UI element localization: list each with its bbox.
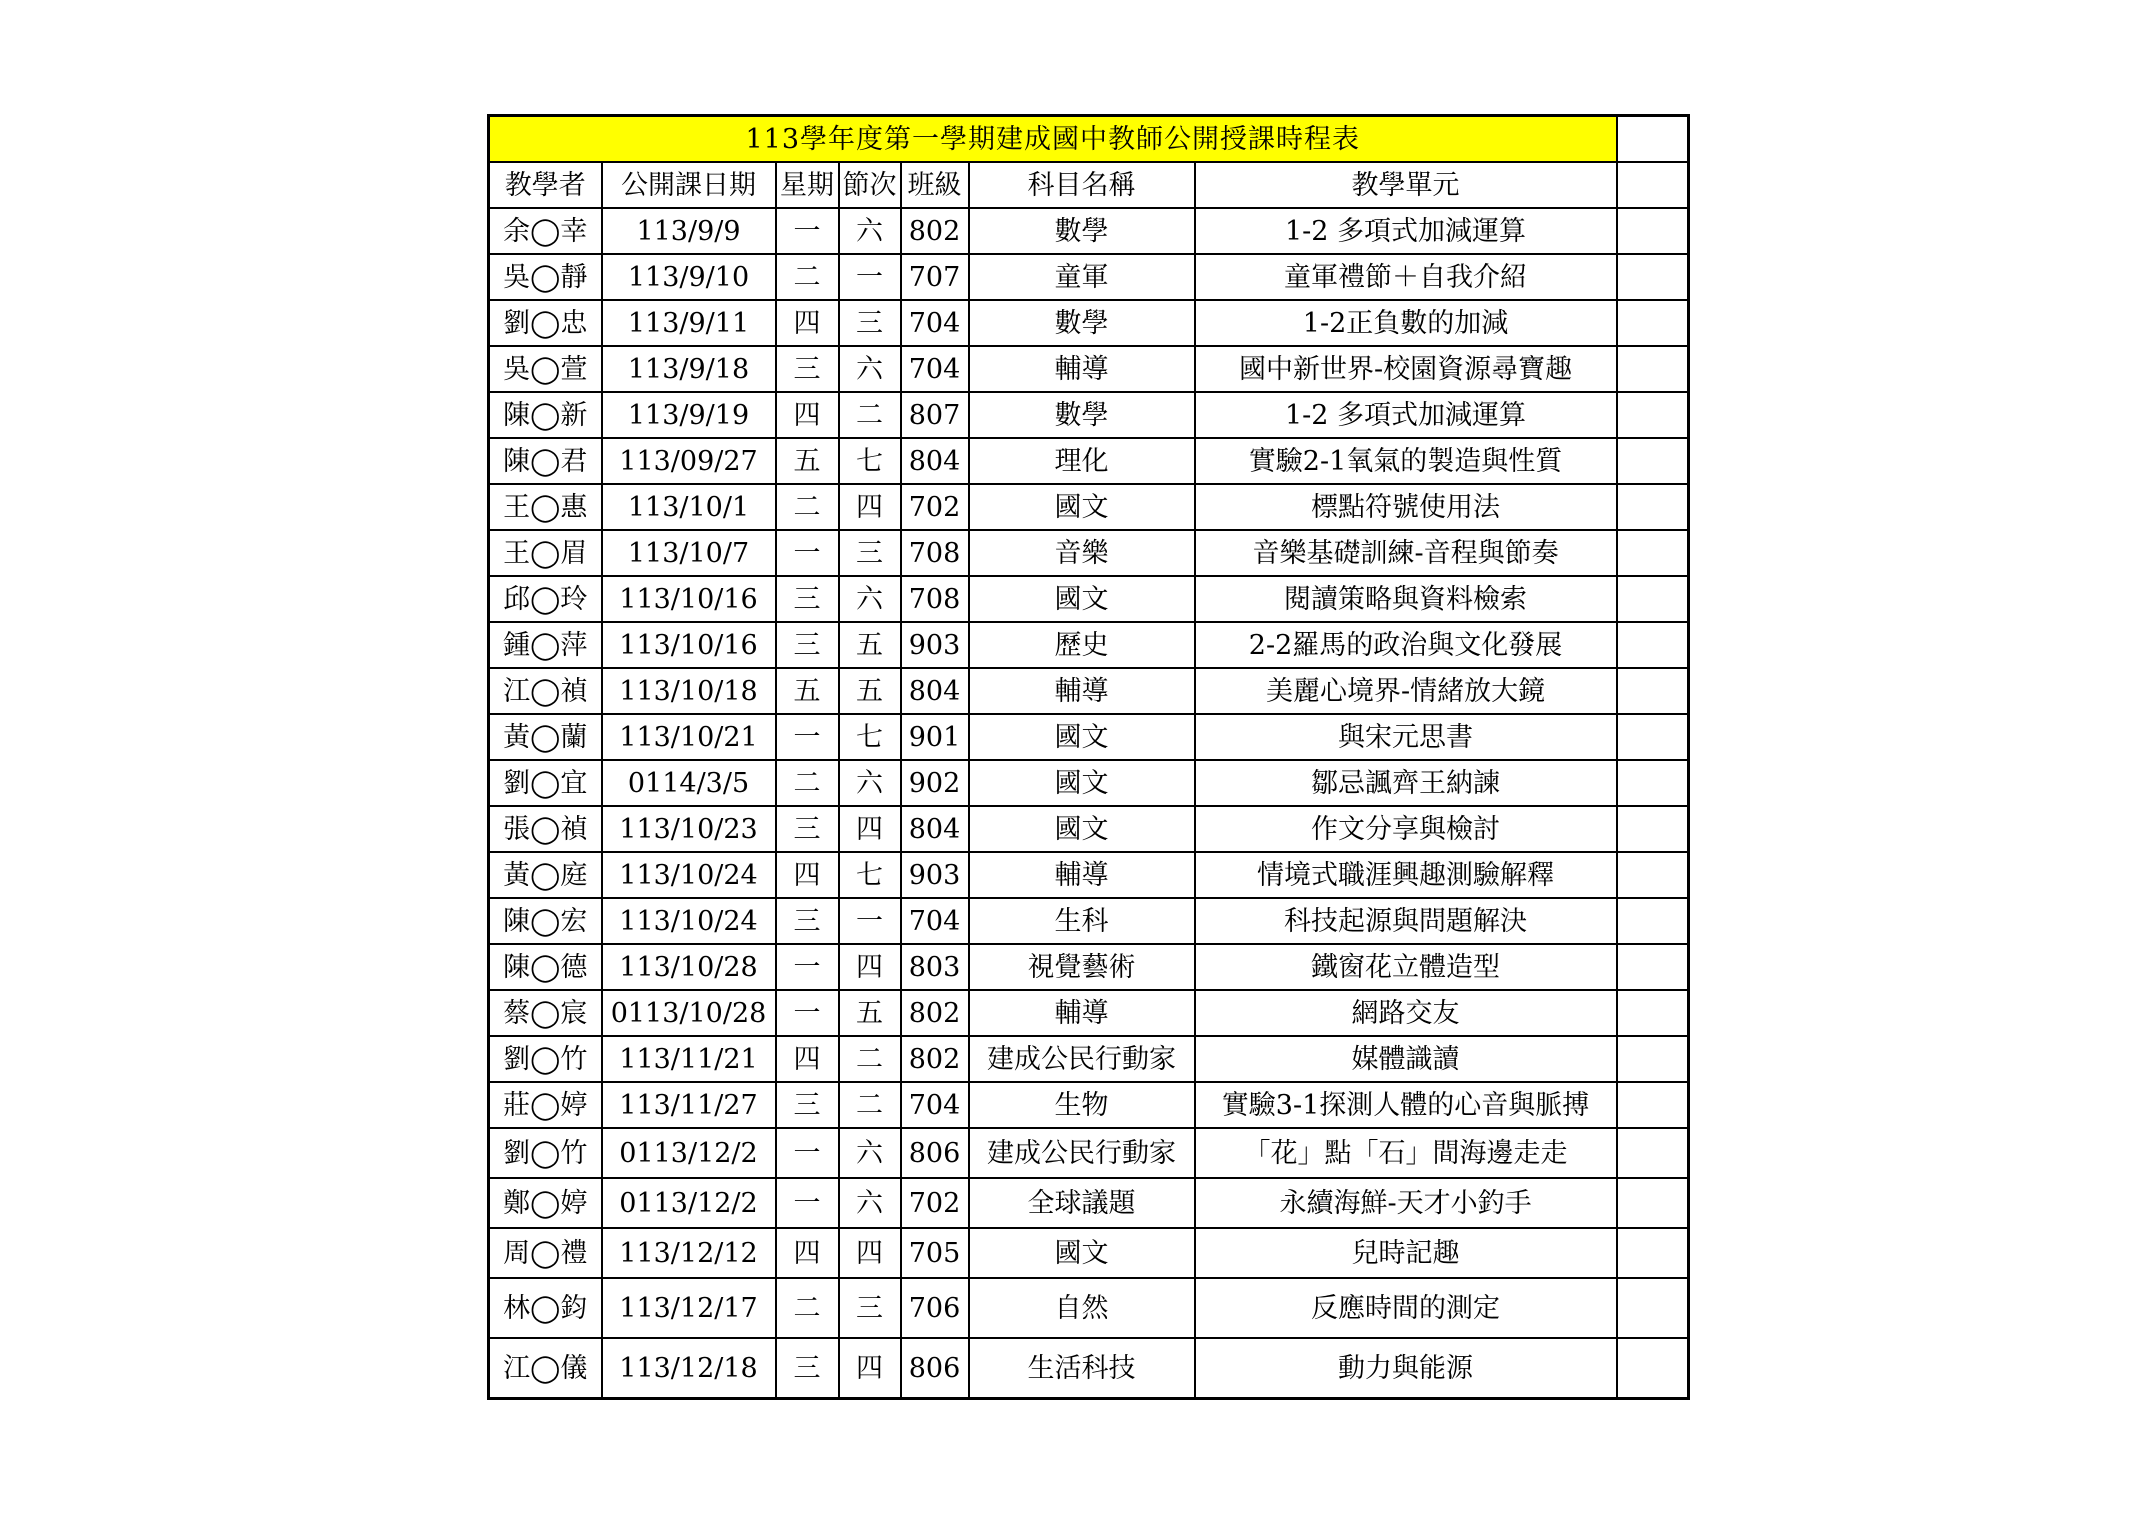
date-cell: 113/10/1 xyxy=(602,484,776,530)
table-row xyxy=(489,392,1689,438)
weekday-cell: 三 xyxy=(776,1338,839,1399)
period-cell: 一 xyxy=(839,254,901,300)
date-cell: 113/9/11 xyxy=(602,300,776,346)
weekday-cell: 三 xyxy=(776,622,839,668)
subject-cell: 輔導 xyxy=(969,852,1195,898)
teacher-cell: 王◯惠 xyxy=(489,484,602,530)
subject-cell: 國文 xyxy=(969,576,1195,622)
period-cell: 五 xyxy=(839,668,901,714)
subject-cell: 數學 xyxy=(969,300,1195,346)
weekday-cell: 五 xyxy=(776,668,839,714)
subject-cell: 輔導 xyxy=(969,990,1195,1036)
table-row xyxy=(489,1036,1689,1082)
period-cell: 五 xyxy=(839,622,901,668)
unit-cell: 實驗3-1探測人體的心音與脈搏 xyxy=(1195,1082,1617,1128)
date-cell: 113/12/17 xyxy=(602,1278,776,1338)
date-cell: 113/11/21 xyxy=(602,1036,776,1082)
period-cell: 七 xyxy=(839,438,901,484)
weekday-cell: 五 xyxy=(776,438,839,484)
date-cell: 113/10/28 xyxy=(602,944,776,990)
blank-cell xyxy=(1617,116,1689,163)
blank-cell xyxy=(1617,1278,1689,1338)
weekday-cell: 一 xyxy=(776,714,839,760)
unit-cell: 國中新世界-校園資源尋寶趣 xyxy=(1195,346,1617,392)
subject-cell: 國文 xyxy=(969,714,1195,760)
class-cell: 707 xyxy=(901,254,969,300)
table-row xyxy=(489,438,1689,484)
weekday-cell: 三 xyxy=(776,898,839,944)
weekday-cell: 三 xyxy=(776,1082,839,1128)
class-cell: 804 xyxy=(901,806,969,852)
class-cell: 802 xyxy=(901,1036,969,1082)
subject-cell: 建成公民行動家 xyxy=(969,1036,1195,1082)
subject-cell: 建成公民行動家 xyxy=(969,1128,1195,1178)
subject-cell: 國文 xyxy=(969,484,1195,530)
teacher-cell: 吳◯萱 xyxy=(489,346,602,392)
subject-cell: 全球議題 xyxy=(969,1178,1195,1228)
unit-cell: 動力與能源 xyxy=(1195,1338,1617,1399)
teacher-cell: 劉◯竹 xyxy=(489,1128,602,1178)
table-row xyxy=(489,1082,1689,1128)
period-cell: 四 xyxy=(839,944,901,990)
weekday-cell: 一 xyxy=(776,1128,839,1178)
unit-cell: 2-2羅馬的政治與文化發展 xyxy=(1195,622,1617,668)
table-row xyxy=(489,576,1689,622)
blank-cell xyxy=(1617,1178,1689,1228)
date-cell: 113/10/21 xyxy=(602,714,776,760)
table-row xyxy=(489,1278,1689,1338)
weekday-cell: 一 xyxy=(776,1178,839,1228)
teacher-cell: 江◯禎 xyxy=(489,668,602,714)
date-cell: 113/10/7 xyxy=(602,530,776,576)
weekday-cell: 四 xyxy=(776,1228,839,1278)
unit-cell: 永續海鮮-天才小釣手 xyxy=(1195,1178,1617,1228)
weekday-cell: 二 xyxy=(776,254,839,300)
title-row xyxy=(489,116,1689,163)
class-cell: 705 xyxy=(901,1228,969,1278)
table-row xyxy=(489,1228,1689,1278)
unit-cell: 1-2 多項式加減運算 xyxy=(1195,208,1617,254)
subject-cell: 數學 xyxy=(969,208,1195,254)
table-row xyxy=(489,990,1689,1036)
subject-cell: 輔導 xyxy=(969,668,1195,714)
teacher-cell: 陳◯君 xyxy=(489,438,602,484)
subject-cell: 視覺藝術 xyxy=(969,944,1195,990)
unit-cell: 情境式職涯興趣測驗解釋 xyxy=(1195,852,1617,898)
class-cell: 704 xyxy=(901,346,969,392)
date-cell: 113/10/16 xyxy=(602,576,776,622)
period-cell: 六 xyxy=(839,346,901,392)
date-cell: 113/10/18 xyxy=(602,668,776,714)
class-cell: 802 xyxy=(901,990,969,1036)
header-unit: 教學單元 xyxy=(1195,162,1617,208)
table-row xyxy=(489,1178,1689,1228)
table-row xyxy=(489,1338,1689,1399)
period-cell: 六 xyxy=(839,1178,901,1228)
schedule-table xyxy=(487,114,1690,1400)
header-subject: 科目名稱 xyxy=(969,162,1195,208)
blank-cell xyxy=(1617,1082,1689,1128)
unit-cell: 鄒忌諷齊王納諫 xyxy=(1195,760,1617,806)
blank-cell xyxy=(1617,576,1689,622)
date-cell: 0113/10/28 xyxy=(602,990,776,1036)
period-cell: 二 xyxy=(839,1036,901,1082)
class-cell: 807 xyxy=(901,392,969,438)
subject-cell: 國文 xyxy=(969,760,1195,806)
date-cell: 113/12/18 xyxy=(602,1338,776,1399)
teacher-cell: 林◯鈞 xyxy=(489,1278,602,1338)
class-cell: 704 xyxy=(901,898,969,944)
blank-cell xyxy=(1617,162,1689,208)
blank-cell xyxy=(1617,1036,1689,1082)
table-row xyxy=(489,254,1689,300)
header-date: 公開課日期 xyxy=(602,162,776,208)
table-row xyxy=(489,346,1689,392)
date-cell: 113/9/9 xyxy=(602,208,776,254)
period-cell: 三 xyxy=(839,530,901,576)
class-cell: 704 xyxy=(901,300,969,346)
table-row xyxy=(489,898,1689,944)
blank-cell xyxy=(1617,484,1689,530)
teacher-cell: 陳◯宏 xyxy=(489,898,602,944)
blank-cell xyxy=(1617,208,1689,254)
class-cell: 704 xyxy=(901,1082,969,1128)
class-cell: 802 xyxy=(901,208,969,254)
unit-cell: 標點符號使用法 xyxy=(1195,484,1617,530)
class-cell: 806 xyxy=(901,1338,969,1399)
blank-cell xyxy=(1617,806,1689,852)
table-row xyxy=(489,944,1689,990)
blank-cell xyxy=(1617,668,1689,714)
header-teacher: 教學者 xyxy=(489,162,602,208)
header-period: 節次 xyxy=(839,162,901,208)
unit-cell: 「花」點「石」間海邊走走 xyxy=(1195,1128,1617,1178)
weekday-cell: 四 xyxy=(776,1036,839,1082)
table-row xyxy=(489,530,1689,576)
weekday-cell: 二 xyxy=(776,1278,839,1338)
period-cell: 三 xyxy=(839,300,901,346)
blank-cell xyxy=(1617,254,1689,300)
teacher-cell: 莊◯婷 xyxy=(489,1082,602,1128)
table-row xyxy=(489,1128,1689,1178)
teacher-cell: 鍾◯萍 xyxy=(489,622,602,668)
subject-cell: 生科 xyxy=(969,898,1195,944)
date-cell: 0113/12/2 xyxy=(602,1128,776,1178)
teacher-cell: 王◯眉 xyxy=(489,530,602,576)
blank-cell xyxy=(1617,898,1689,944)
teacher-cell: 陳◯德 xyxy=(489,944,602,990)
unit-cell: 實驗2-1氧氣的製造與性質 xyxy=(1195,438,1617,484)
period-cell: 二 xyxy=(839,1082,901,1128)
unit-cell: 作文分享與檢討 xyxy=(1195,806,1617,852)
period-cell: 七 xyxy=(839,714,901,760)
class-cell: 804 xyxy=(901,438,969,484)
date-cell: 113/9/18 xyxy=(602,346,776,392)
date-cell: 113/9/19 xyxy=(602,392,776,438)
weekday-cell: 四 xyxy=(776,300,839,346)
header-row xyxy=(489,162,1689,208)
subject-cell: 數學 xyxy=(969,392,1195,438)
blank-cell xyxy=(1617,760,1689,806)
subject-cell: 國文 xyxy=(969,806,1195,852)
unit-cell: 與宋元思書 xyxy=(1195,714,1617,760)
period-cell: 六 xyxy=(839,760,901,806)
blank-cell xyxy=(1617,622,1689,668)
period-cell: 三 xyxy=(839,1278,901,1338)
teacher-cell: 余◯幸 xyxy=(489,208,602,254)
table-title: 113學年度第一學期建成國中教師公開授課時程表 xyxy=(489,116,1617,163)
table-row xyxy=(489,484,1689,530)
header-weekday: 星期 xyxy=(776,162,839,208)
table-row xyxy=(489,806,1689,852)
weekday-cell: 四 xyxy=(776,392,839,438)
subject-cell: 歷史 xyxy=(969,622,1195,668)
class-cell: 806 xyxy=(901,1128,969,1178)
teacher-cell: 劉◯竹 xyxy=(489,1036,602,1082)
period-cell: 六 xyxy=(839,208,901,254)
subject-cell: 生物 xyxy=(969,1082,1195,1128)
unit-cell: 美麗心境界-情緒放大鏡 xyxy=(1195,668,1617,714)
date-cell: 113/9/10 xyxy=(602,254,776,300)
period-cell: 六 xyxy=(839,1128,901,1178)
teacher-cell: 劉◯宜 xyxy=(489,760,602,806)
teacher-cell: 周◯禮 xyxy=(489,1228,602,1278)
period-cell: 四 xyxy=(839,1338,901,1399)
subject-cell: 童軍 xyxy=(969,254,1195,300)
class-cell: 903 xyxy=(901,622,969,668)
table-row xyxy=(489,300,1689,346)
unit-cell: 音樂基礎訓練-音程與節奏 xyxy=(1195,530,1617,576)
blank-cell xyxy=(1617,438,1689,484)
teacher-cell: 蔡◯宸 xyxy=(489,990,602,1036)
period-cell: 四 xyxy=(839,484,901,530)
blank-cell xyxy=(1617,1228,1689,1278)
date-cell: 0114/3/5 xyxy=(602,760,776,806)
blank-cell xyxy=(1617,944,1689,990)
teacher-cell: 張◯禎 xyxy=(489,806,602,852)
blank-cell xyxy=(1617,714,1689,760)
date-cell: 113/11/27 xyxy=(602,1082,776,1128)
class-cell: 901 xyxy=(901,714,969,760)
blank-cell xyxy=(1617,990,1689,1036)
blank-cell xyxy=(1617,346,1689,392)
weekday-cell: 二 xyxy=(776,760,839,806)
teacher-cell: 江◯儀 xyxy=(489,1338,602,1399)
period-cell: 四 xyxy=(839,1228,901,1278)
header-class: 班級 xyxy=(901,162,969,208)
teacher-cell: 陳◯新 xyxy=(489,392,602,438)
unit-cell: 媒體識讀 xyxy=(1195,1036,1617,1082)
blank-cell xyxy=(1617,300,1689,346)
unit-cell: 反應時間的測定 xyxy=(1195,1278,1617,1338)
period-cell: 六 xyxy=(839,576,901,622)
subject-cell: 音樂 xyxy=(969,530,1195,576)
teacher-cell: 吳◯靜 xyxy=(489,254,602,300)
weekday-cell: 三 xyxy=(776,576,839,622)
table-row xyxy=(489,760,1689,806)
unit-cell: 閱讀策略與資料檢索 xyxy=(1195,576,1617,622)
weekday-cell: 一 xyxy=(776,944,839,990)
unit-cell: 網路交友 xyxy=(1195,990,1617,1036)
table-row xyxy=(489,852,1689,898)
period-cell: 一 xyxy=(839,898,901,944)
blank-cell xyxy=(1617,530,1689,576)
period-cell: 七 xyxy=(839,852,901,898)
period-cell: 五 xyxy=(839,990,901,1036)
weekday-cell: 一 xyxy=(776,208,839,254)
teacher-cell: 邱◯玲 xyxy=(489,576,602,622)
date-cell: 113/12/12 xyxy=(602,1228,776,1278)
date-cell: 113/10/23 xyxy=(602,806,776,852)
subject-cell: 理化 xyxy=(969,438,1195,484)
class-cell: 706 xyxy=(901,1278,969,1338)
date-cell: 113/10/16 xyxy=(602,622,776,668)
blank-cell xyxy=(1617,392,1689,438)
unit-cell: 1-2正負數的加減 xyxy=(1195,300,1617,346)
date-cell: 113/10/24 xyxy=(602,852,776,898)
teacher-cell: 劉◯忠 xyxy=(489,300,602,346)
class-cell: 708 xyxy=(901,530,969,576)
blank-cell xyxy=(1617,1128,1689,1178)
table-row xyxy=(489,622,1689,668)
unit-cell: 鐵窗花立體造型 xyxy=(1195,944,1617,990)
class-cell: 702 xyxy=(901,1178,969,1228)
subject-cell: 生活科技 xyxy=(969,1338,1195,1399)
blank-cell xyxy=(1617,852,1689,898)
class-cell: 804 xyxy=(901,668,969,714)
weekday-cell: 三 xyxy=(776,346,839,392)
teacher-cell: 黃◯庭 xyxy=(489,852,602,898)
weekday-cell: 三 xyxy=(776,806,839,852)
weekday-cell: 一 xyxy=(776,530,839,576)
weekday-cell: 四 xyxy=(776,852,839,898)
class-cell: 803 xyxy=(901,944,969,990)
period-cell: 四 xyxy=(839,806,901,852)
weekday-cell: 一 xyxy=(776,990,839,1036)
unit-cell: 科技起源與問題解決 xyxy=(1195,898,1617,944)
table-row xyxy=(489,714,1689,760)
date-cell: 0113/12/2 xyxy=(602,1178,776,1228)
blank-cell xyxy=(1617,1338,1689,1399)
class-cell: 903 xyxy=(901,852,969,898)
subject-cell: 國文 xyxy=(969,1228,1195,1278)
table-row xyxy=(489,208,1689,254)
class-cell: 702 xyxy=(901,484,969,530)
period-cell: 二 xyxy=(839,392,901,438)
weekday-cell: 二 xyxy=(776,484,839,530)
unit-cell: 1-2 多項式加減運算 xyxy=(1195,392,1617,438)
class-cell: 708 xyxy=(901,576,969,622)
table-row xyxy=(489,668,1689,714)
class-cell: 902 xyxy=(901,760,969,806)
unit-cell: 兒時記趣 xyxy=(1195,1228,1617,1278)
teacher-cell: 鄭◯婷 xyxy=(489,1178,602,1228)
subject-cell: 輔導 xyxy=(969,346,1195,392)
date-cell: 113/10/24 xyxy=(602,898,776,944)
subject-cell: 自然 xyxy=(969,1278,1195,1338)
date-cell: 113/09/27 xyxy=(602,438,776,484)
teacher-cell: 黃◯蘭 xyxy=(489,714,602,760)
unit-cell: 童軍禮節＋自我介紹 xyxy=(1195,254,1617,300)
